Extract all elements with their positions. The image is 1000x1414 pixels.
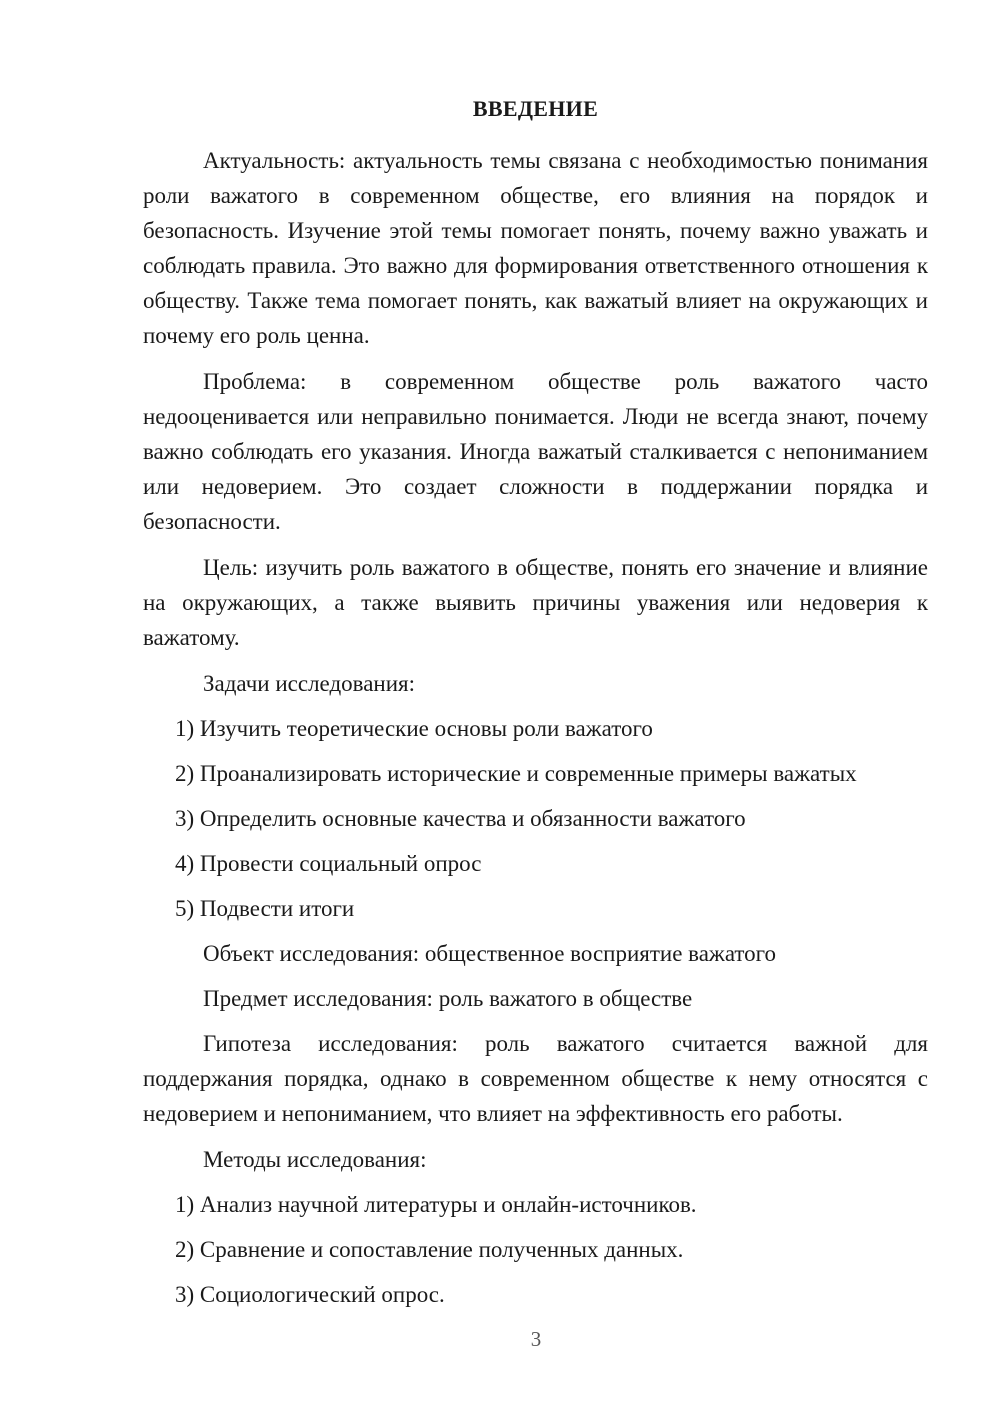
relevance-paragraph: Актуальность: актуальность темы связана с необходимостью понимания роли важатого в современном обществе, его влияния на порядок и безопасность. Изучение этой темы помогает понять, почему важно уважать и соблюдать правила. Это важно для формирования ответственного отношения к обществу. Также тема помогает понять, как важатый влияет на окружающих и почему его роль ценна. xyxy=(143,148,928,348)
method-item: 2) Сравнение и сопоставление полученных данных. xyxy=(175,1237,684,1262)
method-item: 3) Социологический опрос. xyxy=(175,1282,445,1307)
task-item: 4) Провести социальный опрос xyxy=(175,851,482,876)
task-item: 3) Определить основные качества и обязанности важатого xyxy=(175,806,746,831)
section-title: ВВЕДЕНИЕ xyxy=(472,96,599,121)
tasks-heading: Задачи исследования: xyxy=(203,671,416,696)
page-content xyxy=(143,94,928,1322)
task-item: 5) Подвести итоги xyxy=(175,896,355,921)
tasks-list xyxy=(143,711,928,926)
subject-line: Предмет исследования: роль важатого в обществе xyxy=(203,986,693,1011)
task-item: 2) Проанализировать исторические и современные примеры важатых xyxy=(175,761,857,786)
task-item: 1) Изучить теоретические основы роли важатого xyxy=(175,716,653,741)
object-line: Объект исследования: общественное восприятие важатого xyxy=(203,941,777,966)
hypothesis-paragraph: Гипотеза исследования: роль важатого считается важной для поддержания порядка, однако в современном обществе к нему относятся с недоверием и непониманием, что влияет на эффективность его работы. xyxy=(143,1031,928,1126)
methods-heading: Методы исследования: xyxy=(203,1147,427,1172)
problem-paragraph: Проблема: в современном обществе роль важатого часто недооценивается или неправильно понимается. Люди не всегда знают, почему важно соблюдать его указания. Иногда важатый сталкивается с непониманием или недоверием. Это создает сложности в поддержании порядка и безопасности. xyxy=(143,369,928,534)
methods-list xyxy=(143,1187,928,1312)
page-number: 3 xyxy=(530,1327,542,1351)
method-item: 1) Анализ научной литературы и онлайн-источников. xyxy=(175,1192,697,1217)
goal-paragraph: Цель: изучить роль важатого в обществе, понять его значение и влияние на окружающих, а также выявить причины уважения или недоверия к важатому. xyxy=(143,555,928,650)
